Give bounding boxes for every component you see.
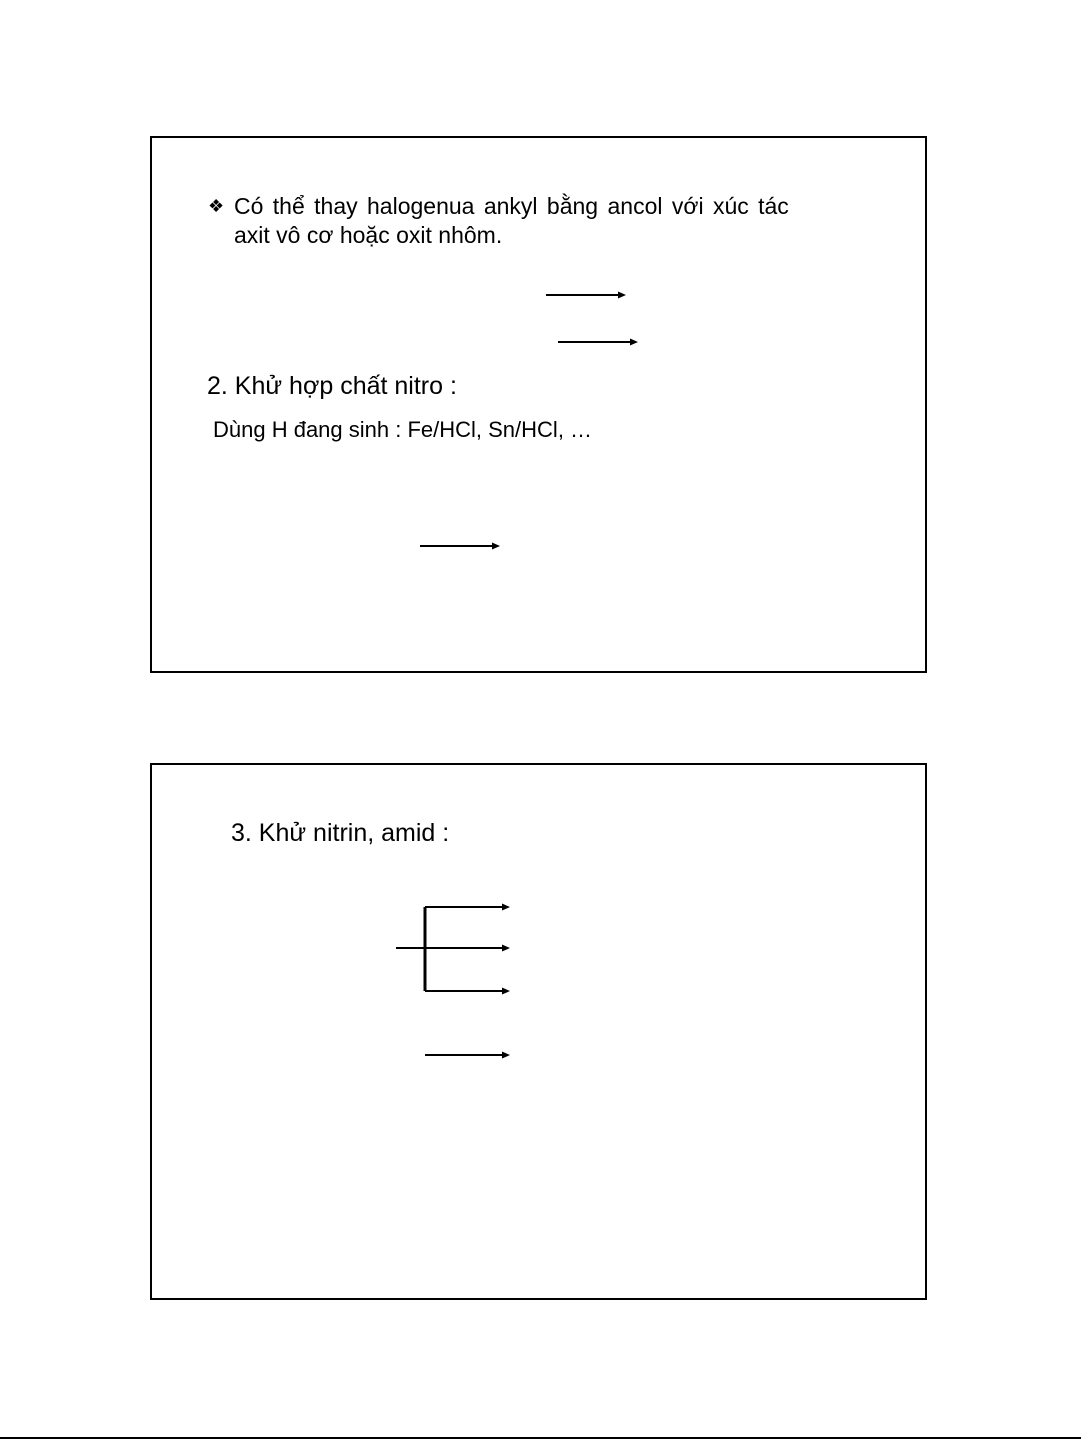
section-heading-nitro: 2. Khử hợp chất nitro : <box>207 372 457 400</box>
bullet-text-line-1: Có thể thay halogenua ankyl bằng ancol với xúc tác <box>234 193 789 219</box>
reaction-arrow-2 <box>558 339 638 346</box>
bullet-text-line-2: axit vô cơ hoặc oxit nhôm. <box>234 222 503 248</box>
page-bottom-rule <box>0 1437 1081 1439</box>
diamond-bullet-icon: ❖ <box>208 196 225 216</box>
slide-1 <box>150 136 927 673</box>
reaction-arrow-1 <box>546 292 626 299</box>
reaction-arrows-slide-2 <box>152 765 929 1302</box>
branched-reaction-arrow <box>396 904 510 995</box>
reaction-arrows-slide-1 <box>152 138 929 675</box>
slide-2 <box>150 763 927 1300</box>
reaction-arrow-3 <box>420 543 500 550</box>
section-heading-nitrin-amid: 3. Khử nitrin, amid : <box>231 819 450 847</box>
nitro-reagents-text: Dùng H đang sinh : Fe/HCl, Sn/HCl, … <box>213 417 593 442</box>
reaction-arrow-4 <box>425 1052 510 1059</box>
